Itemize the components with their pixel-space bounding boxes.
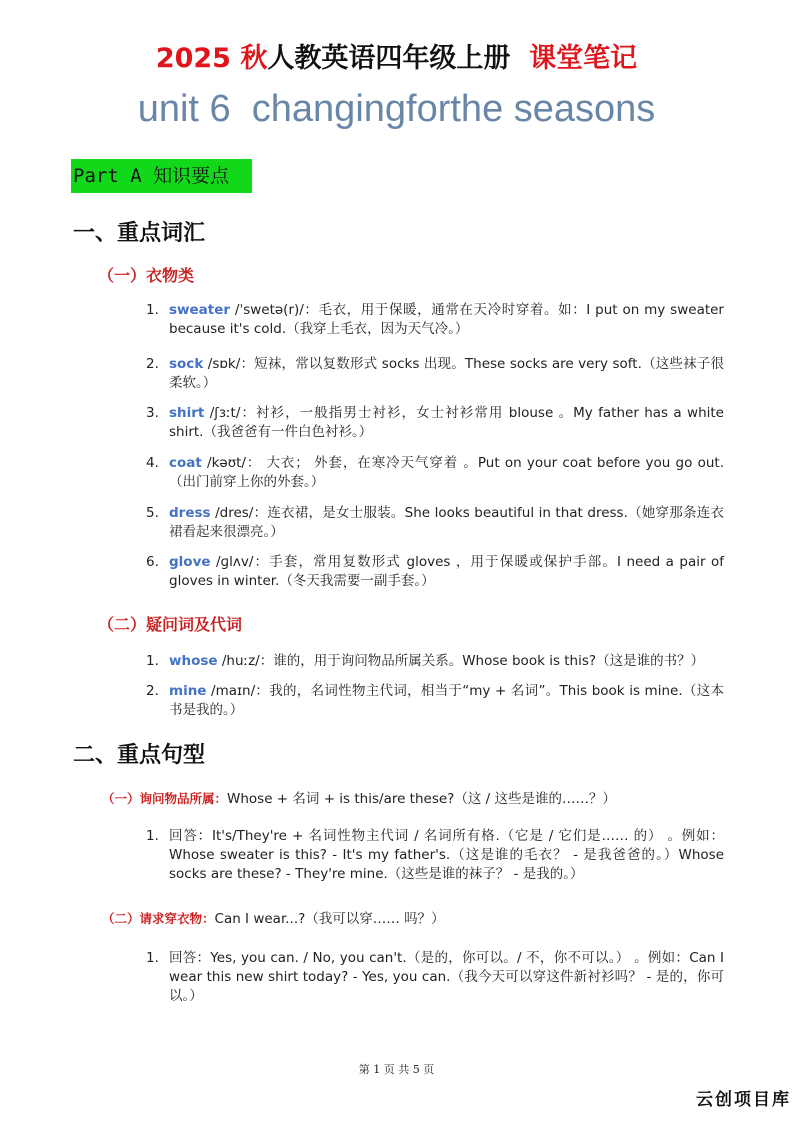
- item-number: 1.: [146, 828, 159, 844]
- vocab-item-dress: [146, 504, 724, 542]
- unit-number: unit 6: [137, 88, 231, 130]
- vocab-item-mine: [146, 682, 724, 720]
- group1-heading: （一）衣物类: [98, 266, 195, 285]
- item-number: 3.: [146, 405, 159, 421]
- vocab-definition: /ʃɜːt/：衬衫，一般指男士衬衫，女士衬衫常用 blouse 。My father has a white shirt.（我爸爸有一件白色衬衫。）: [169, 405, 724, 440]
- pattern2: [102, 907, 445, 927]
- section2-heading: 二、重点句型: [73, 743, 206, 768]
- section1-heading: 一、重点词汇: [73, 221, 206, 246]
- pattern2-text: Can I wear...?（我可以穿…… 吗？）: [214, 911, 445, 927]
- vocab-word: sock: [169, 356, 204, 372]
- vocab-item-glove: [146, 553, 724, 591]
- item-number: 1.: [146, 950, 159, 966]
- item-number: 1.: [146, 653, 159, 669]
- vocab-word: whose: [169, 653, 218, 669]
- vocab-item-whose: [146, 652, 724, 671]
- item-number: 2.: [146, 683, 159, 699]
- pattern1: [102, 787, 616, 807]
- vocab-item-sock: [146, 355, 724, 393]
- answer-text: 回答：Yes, you can. / No, you can't.（是的，你可以。/ 不，你不可以。） 。例如：Can I wear this new shirt today? - Yes, you can.（我今天可以穿这件新衬衫吗？ - 是的，你可以。）: [169, 950, 724, 1004]
- vocab-definition: /huːz/：谁的，用于询问物品所属关系。Whose book is this?（这是谁的书？）: [217, 653, 705, 669]
- vocab-item-coat: [146, 454, 724, 492]
- pattern2-label: （二）请求穿衣物：: [102, 911, 215, 926]
- item-number: 6.: [146, 554, 159, 570]
- watermark: 云创项目库: [696, 1090, 791, 1110]
- vocab-definition: /ˈswetə(r)/：毛衣，用于保暖，通常在天冷时穿着。如：I put on my sweater because it's cold.（我穿上毛衣，因为天气冷。）: [169, 302, 724, 337]
- item-number: 4.: [146, 455, 159, 471]
- page-footer: 第 1 页 共 5 页: [358, 1063, 435, 1076]
- vocab-definition: /maɪn/：我的，名词性物主代词，相当于“my + 名词”。This book is mine.（这本书是我的。）: [169, 683, 724, 718]
- vocab-definition: /dres/：连衣裙，是女士服装。She looks beautiful in that dress.（她穿那条连衣裙看起来很漂亮。）: [169, 505, 724, 540]
- vocab-item-sweater: [146, 301, 724, 339]
- vocab-definition: /sɒk/：短袜，常以复数形式 socks 出现。These socks are very soft.（这些袜子很柔软。）: [169, 356, 724, 391]
- item-number: 5.: [146, 505, 159, 521]
- unit-title: [0, 88, 793, 131]
- item-number: 2.: [146, 356, 159, 372]
- item-number: 1.: [146, 302, 159, 318]
- title-red-1: 2025 秋: [155, 43, 268, 74]
- title-black: 人教英语四年级上册: [267, 43, 511, 74]
- vocab-word: coat: [169, 455, 202, 471]
- unit-subtitle: changingforthe seasons: [251, 88, 656, 130]
- part-badge: Part A 知识要点: [71, 159, 252, 193]
- pattern2-answer: [146, 949, 724, 1006]
- group2-heading: （二）疑问词及代词: [98, 615, 243, 634]
- pattern1-label: （一）询问物品所属：: [102, 791, 228, 806]
- vocab-definition: /kəʊt/： 大衣； 外套，在寒冷天气穿着 。Put on your coat before you go out.（出门前穿上你的外套。）: [169, 455, 724, 490]
- title-red-2: 课堂笔记: [529, 43, 638, 74]
- pattern1-text: Whose + 名词 + is this/are these?（这 / 这些是谁的……？）: [227, 791, 616, 807]
- page-title: [0, 36, 793, 75]
- vocab-word: dress: [169, 505, 211, 521]
- vocab-item-shirt: [146, 404, 724, 442]
- vocab-definition: /ɡlʌv/：手套，常用复数形式 gloves ，用于保暖或保护手部。I need a pair of gloves in winter.（冬天我需要一副手套。）: [169, 554, 724, 589]
- vocab-word: glove: [169, 554, 211, 570]
- pattern1-answer: [146, 827, 724, 884]
- vocab-word: shirt: [169, 405, 205, 421]
- vocab-word: sweater: [169, 302, 231, 318]
- vocab-word: mine: [169, 683, 207, 699]
- answer-text: 回答：It's/They're + 名词性物主代词 / 名词所有格.（它是 / 它们是…… 的） 。例如：Whose sweater is this? - It's my father's.（这是谁的毛衣？ - 是我爸爸的。）Whose socks are these? - They're mine.（这些是谁的袜子？ - 是我的。）: [169, 828, 724, 882]
